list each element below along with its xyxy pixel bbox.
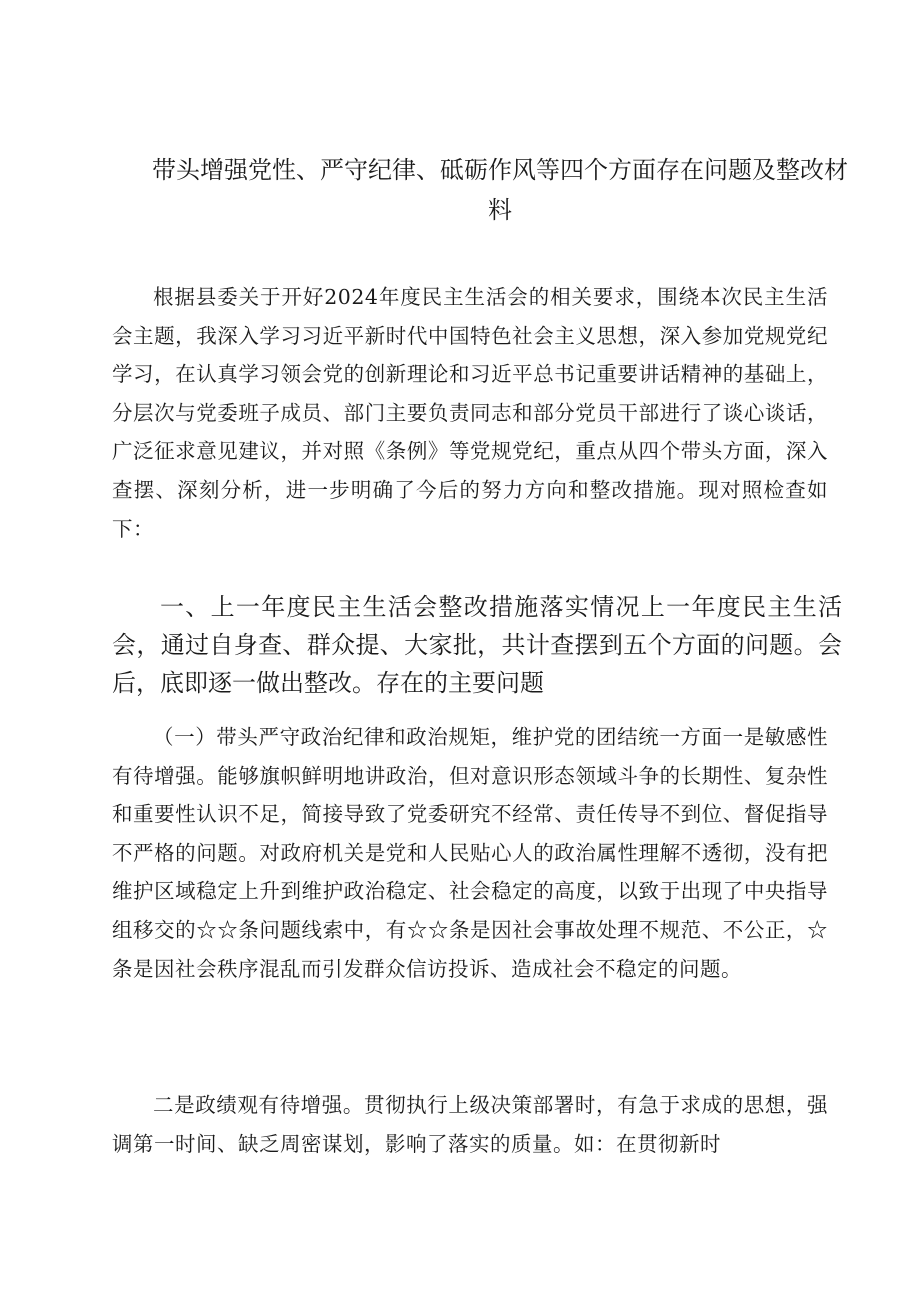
- section-heading-1: 一、上一年度民主生活会整改措施落实情况上一年度民主生活会，通过自身查、群众提、大家批，共计查摆到五个方面的问题。会后，底即逐一做出整改。存在的主要问题: [112, 593, 842, 697]
- section-2-paragraph: 二是政绩观有待增强。贯彻执行上级决策部署时，有急于求成的思想，强调第一时间、缺乏周密谋划，影响了落实的质量。如：在贯彻新时: [112, 1093, 828, 1156]
- document-title: 带头增强党性、严守纪律、砥砺作风等四个方面存在问题及整改材料: [152, 156, 848, 224]
- section-1-paragraph: （一）带头严守政治纪律和政治规矩，维护党的团结统一方面一是敏感性有待增强。能够旗帜鲜明地讲政治，但对意识形态领域斗争的长期性、复杂性和重要性认识不足，简接导致了党委研究不经常、责任传导不到位、督促指导不严格的问题。对政府机关是党和人民贴心人的政治属性理解不透彻，没有把维护区域稳定上升到维护政治稳定、社会稳定的高度，以致于出现了中央指导组移交的☆☆条问题线索中，有☆☆条是因社会事故处理不规范、不公正，☆条是因社会秩序混乱而引发群众信访投诉、造成社会不稳定的问题。: [112, 725, 828, 981]
- intro-paragraph: 根据县委关于开好2024年度民主生活会的相关要求，围绕本次民主生活会主题，我深入学习习近平新时代中国特色社会主义思想，深入参加党规党纪学习，在认真学习领会党的创新理论和习近平总书记重要讲话精神的基础上，分层次与党委班子成员、部门主要负责同志和部分党员干部进行了谈心谈话，广泛征求意见建议，并对照《条例》等党规党纪，重点从四个带头方面，深入查摆、深刻分析，进一步明确了今后的努力方向和整改措施。现对照检查如下：: [112, 285, 828, 541]
